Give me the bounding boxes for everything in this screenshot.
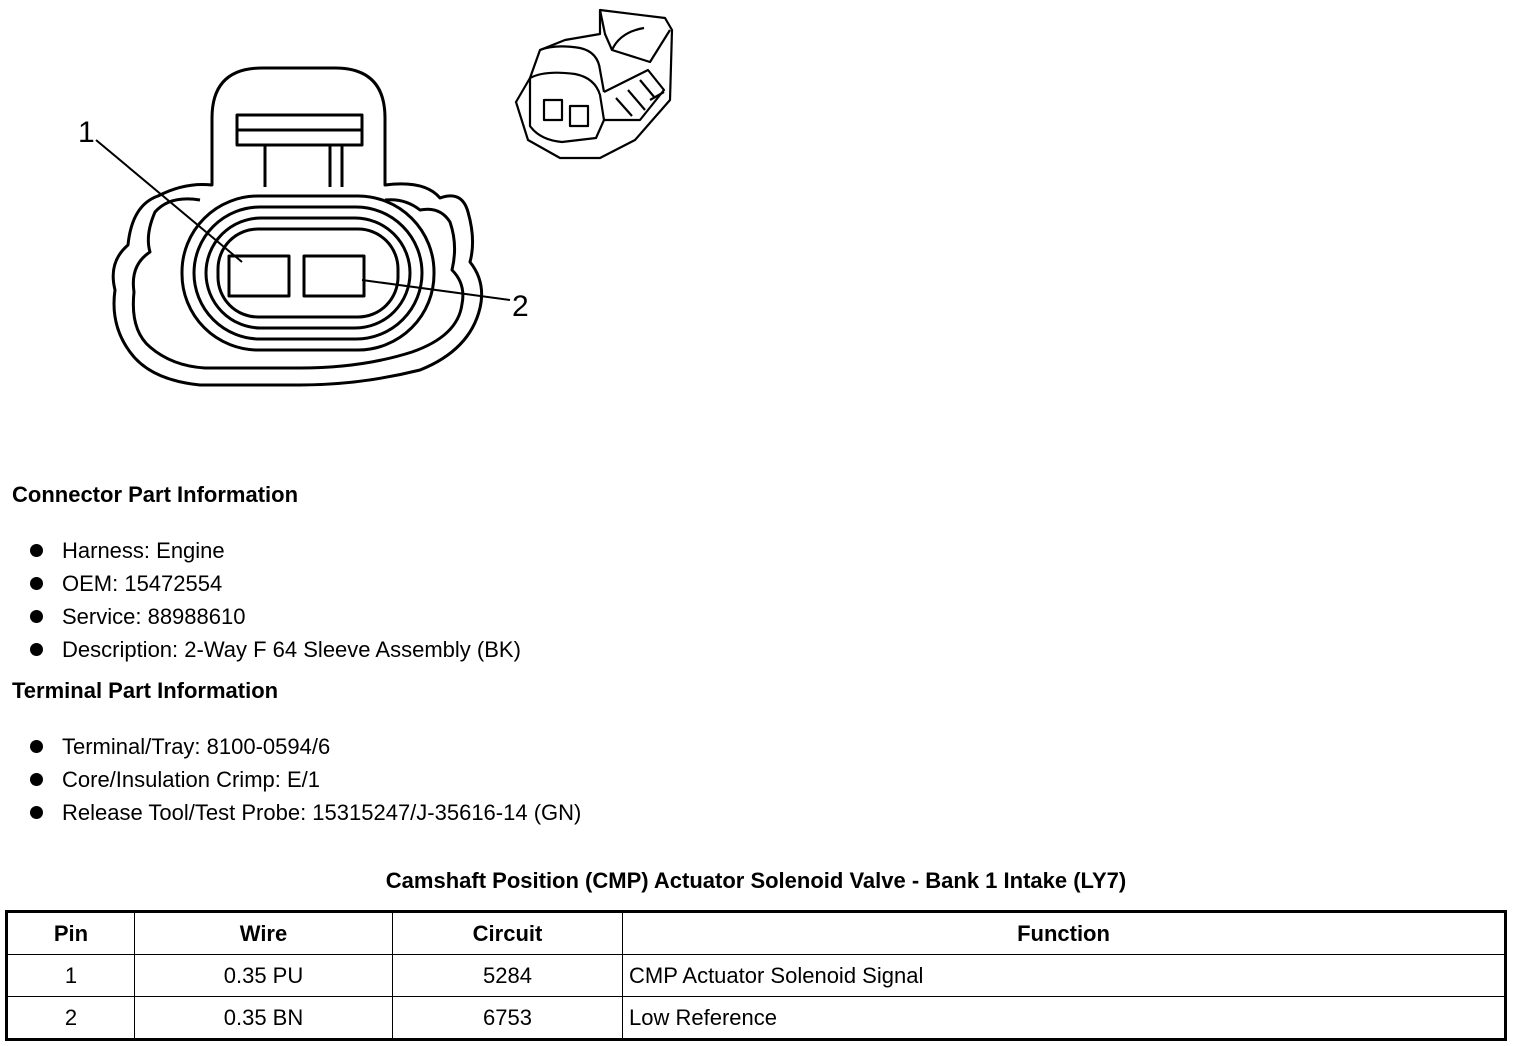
table-row	[7, 955, 1506, 997]
list-item: OEM: 15472554	[28, 567, 521, 600]
table-header-row	[7, 912, 1506, 955]
cell-wire: 0.35 PU	[135, 955, 393, 997]
list-item: Harness: Engine	[28, 534, 521, 567]
table-row	[7, 997, 1506, 1040]
connector-3d-icon	[516, 10, 672, 158]
cell-circuit: 6753	[393, 997, 623, 1040]
list-item: Description: 2-Way F 64 Sleeve Assembly (BK)	[28, 633, 521, 666]
table-title: Camshaft Position (CMP) Actuator Solenoid Valve - Bank 1 Intake (LY7)	[385, 868, 1127, 893]
list-item: Core/Insulation Crimp: E/1	[28, 763, 581, 796]
connector-face-icon	[96, 68, 510, 385]
header-circuit: Circuit	[393, 912, 623, 955]
list-item: Terminal/Tray: 8100-0594/6	[28, 730, 581, 763]
terminal-info-list	[28, 730, 581, 829]
cell-pin: 2	[7, 997, 135, 1040]
cell-function: CMP Actuator Solenoid Signal	[623, 955, 1506, 997]
pin-label-1: 1	[78, 116, 95, 149]
cell-pin: 1	[7, 955, 135, 997]
list-item: Release Tool/Test Probe: 15315247/J-35616-14 (GN)	[28, 796, 581, 829]
connector-info-list	[28, 534, 521, 666]
connector-diagram	[0, 0, 700, 420]
terminal-info-heading: Terminal Part Information	[12, 678, 279, 703]
pin-label-2: 2	[512, 290, 529, 323]
header-wire: Wire	[135, 912, 393, 955]
cell-function: Low Reference	[623, 997, 1506, 1040]
header-pin: Pin	[7, 912, 135, 955]
header-function: Function	[623, 912, 1506, 955]
pinout-table	[5, 910, 1507, 1041]
cell-circuit: 5284	[393, 955, 623, 997]
list-item: Service: 88988610	[28, 600, 521, 633]
cell-wire: 0.35 BN	[135, 997, 393, 1040]
connector-info-heading: Connector Part Information	[12, 482, 299, 507]
